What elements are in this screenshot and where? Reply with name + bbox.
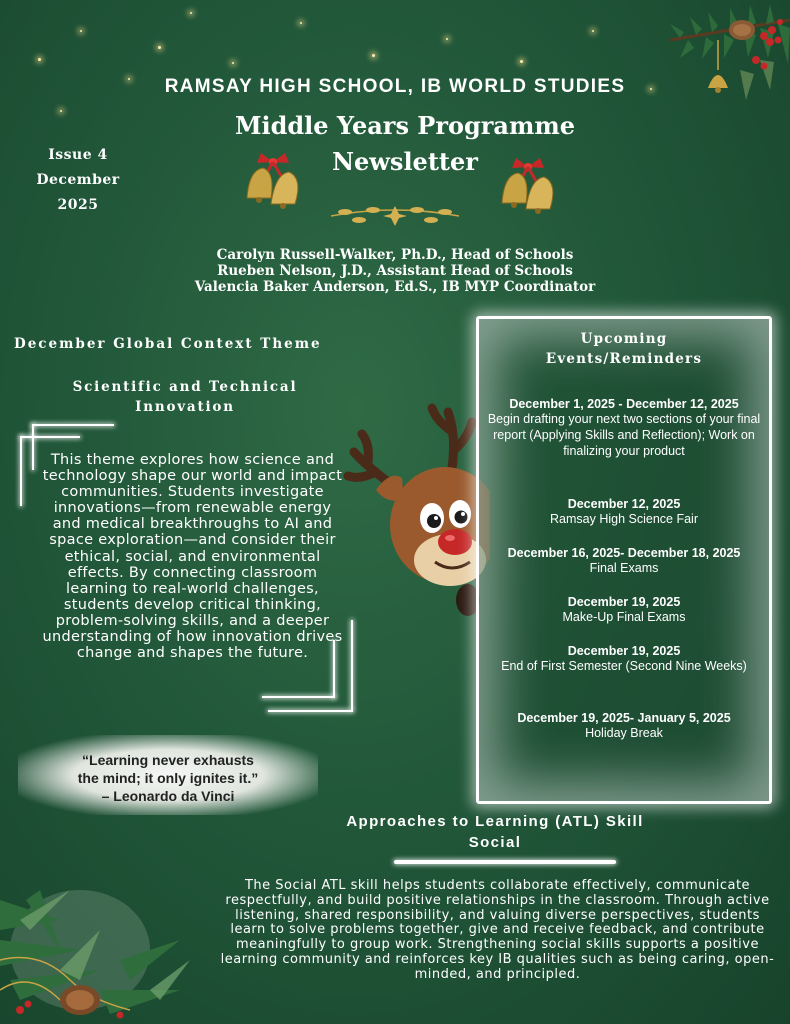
events-title	[479, 329, 769, 369]
event-description: Ramsay High Science Fair	[550, 512, 698, 526]
issue-year: 2025	[57, 197, 99, 213]
staff-coordinator: Valencia Baker Anderson, Ed.S., IB MYP Coordinator	[194, 279, 596, 295]
event-description: Begin drafting your next two sections of your final report (Applying Skills and Reflection); Work on finalizing your product	[487, 412, 761, 458]
global-context-heading: December Global Context Theme	[14, 336, 322, 352]
event-date: December 16, 2025- December 18, 2025	[507, 546, 741, 560]
issue-info	[18, 143, 138, 218]
issue-month: December	[36, 172, 120, 188]
bells-icon	[492, 155, 564, 219]
event-description: Final Exams	[589, 561, 659, 575]
event-description: End of First Semester (Second Nine Weeks)	[501, 659, 747, 673]
theme-title-line-2: Innovation	[135, 399, 235, 415]
staff-head-of-schools: Carolyn Russell-Walker, Ph.D., Head of Schools	[216, 247, 574, 263]
event-item	[485, 497, 763, 527]
staff-list	[0, 247, 790, 295]
theme-description: This theme explores how science and technology shape our world and impact communities. Students investigate innovations—from renewable energy and medical breakthroughs to AI and space exploration—and consider their ethical, social, and environmental effects. By connecting classroom learning to real-world challenges, students develop critical thinking, problem-solving skills, and a deeper understanding of how innovation drives change and shapes the future.	[42, 452, 343, 662]
school-name: RAMSAY HIGH SCHOOL, IB WORLD STUDIES	[164, 76, 626, 97]
quote-line-1: “Learning never exhausts	[82, 752, 254, 768]
issue-number: Issue 4	[48, 147, 108, 163]
quote	[38, 751, 298, 805]
divider	[394, 860, 616, 864]
atl-heading-line-2: Social	[468, 834, 522, 851]
event-description: Make-Up Final Exams	[562, 610, 686, 624]
atl-heading-line-1: Approaches to Learning (ATL) Skill	[346, 813, 644, 830]
title-line-2: Newsletter	[332, 147, 478, 176]
gold-sprig-icon	[325, 198, 465, 234]
event-item	[485, 644, 763, 674]
quote-box	[18, 735, 318, 815]
events-title-line-1: Upcoming	[580, 331, 668, 347]
event-date: December 19, 2025	[567, 595, 681, 609]
event-item	[485, 711, 763, 741]
foliage-decoration	[0, 860, 215, 1024]
event-date: December 1, 2025 - December 12, 2025	[509, 397, 739, 411]
pine-branch-decoration	[660, 0, 790, 125]
events-reminders-panel	[476, 316, 772, 804]
reindeer-illustration	[340, 400, 490, 630]
atl-heading	[300, 811, 690, 853]
atl-description: The Social ATL skill helps students collaborate effectively, communicate respectfully, and build positive relationships in the classroom. Through active listening, shared responsibility, and valuing diverse perspectives, students learn to solve problems together, give and receive feedback, and contribute meaningfully to group work. Strengthening social skills supports a positive learning community and reinforces key IB qualities such as being caring, open-minded, and principled.	[220, 878, 775, 982]
title-line-1: Middle Years Programme	[234, 111, 576, 140]
quote-author: – Leonardo da Vinci	[101, 788, 235, 804]
theme-title-line-1: Scientific and Technical	[72, 379, 298, 395]
event-date: December 19, 2025- January 5, 2025	[517, 711, 731, 725]
event-date: December 19, 2025	[567, 644, 681, 658]
event-item	[485, 546, 763, 576]
bells-icon	[237, 150, 309, 214]
staff-assistant-head: Rueben Nelson, J.D., Assistant Head of Schools	[217, 263, 573, 279]
event-item	[485, 595, 763, 625]
event-description: Holiday Break	[585, 726, 663, 740]
theme-title	[40, 377, 330, 417]
event-date: December 12, 2025	[567, 497, 681, 511]
event-item	[485, 397, 763, 459]
quote-line-2: the mind; it only ignites it.”	[77, 770, 259, 786]
events-title-line-2: Events/Reminders	[545, 351, 703, 367]
